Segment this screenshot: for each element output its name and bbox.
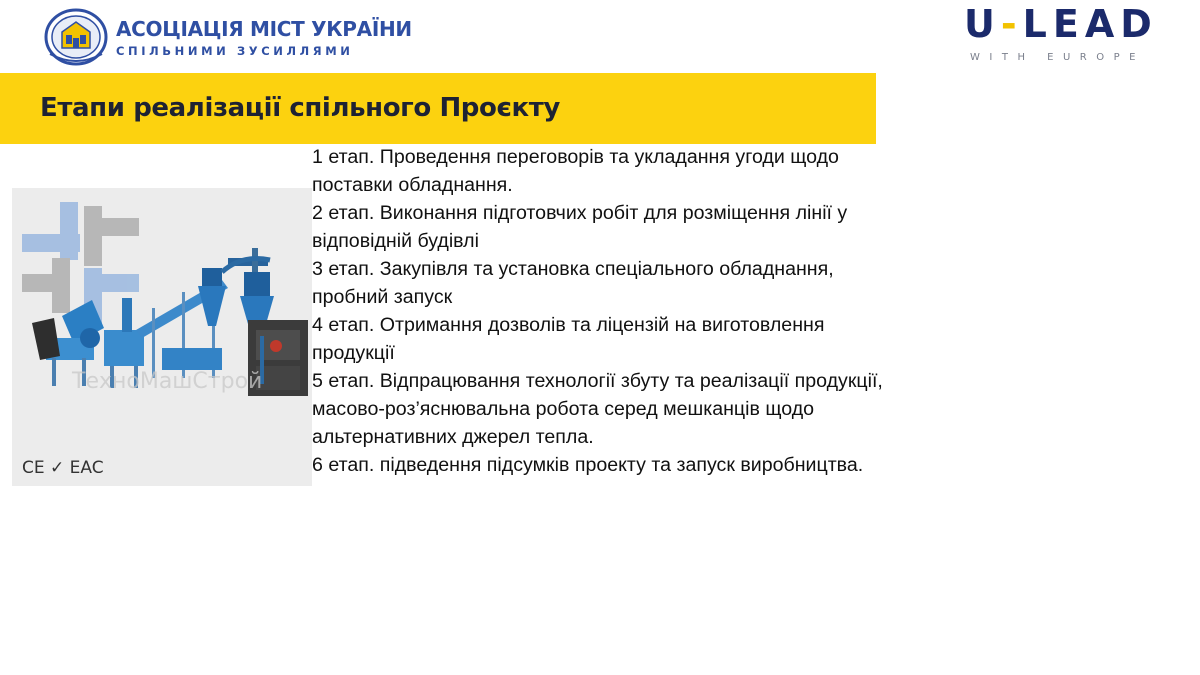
ulead-letters-lead: LEAD	[1022, 2, 1158, 46]
slide-title: Етапи реалізації спільного Проєкту	[40, 93, 560, 123]
image-watermark: ТехноМашСтрой	[72, 369, 263, 394]
stage-item: 4 етап. Отримання дозволів та ліцензій на виготовлення продукції	[312, 314, 825, 364]
ulead-subtitle: WITH EUROPE	[970, 52, 1145, 63]
association-logo	[44, 8, 412, 68]
ulead-wordmark	[964, 2, 1158, 46]
stage-item: 5 етап. Відпрацювання технології збуту та реалізації продукції, масово-роз’яснювальна робота серед мешканців щодо альтернативних джерел тепла.	[312, 370, 883, 448]
equipment-photo	[12, 188, 312, 486]
stage-item: 3 етап. Закупівля та установка спеціального обладнання, пробний запуск	[312, 258, 834, 308]
slide-title-bar	[0, 73, 876, 144]
certification-marks: CE ✓ EAC	[22, 458, 104, 478]
ulead-letter-u: U	[964, 2, 1001, 46]
association-slogan: СПІЛЬНИМИ ЗУСИЛЛЯМИ	[116, 44, 354, 58]
stage-item: 1 етап. Проведення переговорів та укладання угоди щодо поставки обладнання.	[312, 146, 839, 196]
association-emblem-icon	[44, 8, 108, 66]
equipment-illustration	[12, 188, 312, 486]
stages-list	[312, 143, 902, 479]
stage-item: 2 етап. Виконання підготовчих робіт для розміщення лінії у відповідній будівлі	[312, 202, 848, 252]
association-name: АСОЦІАЦІЯ МІСТ УКРАЇНИ	[116, 17, 412, 41]
stage-item: 6 етап. підведення підсумків проекту та запуск виробництва.	[312, 454, 864, 476]
ulead-logo	[964, 0, 1164, 70]
ulead-dash: -	[1000, 2, 1023, 46]
